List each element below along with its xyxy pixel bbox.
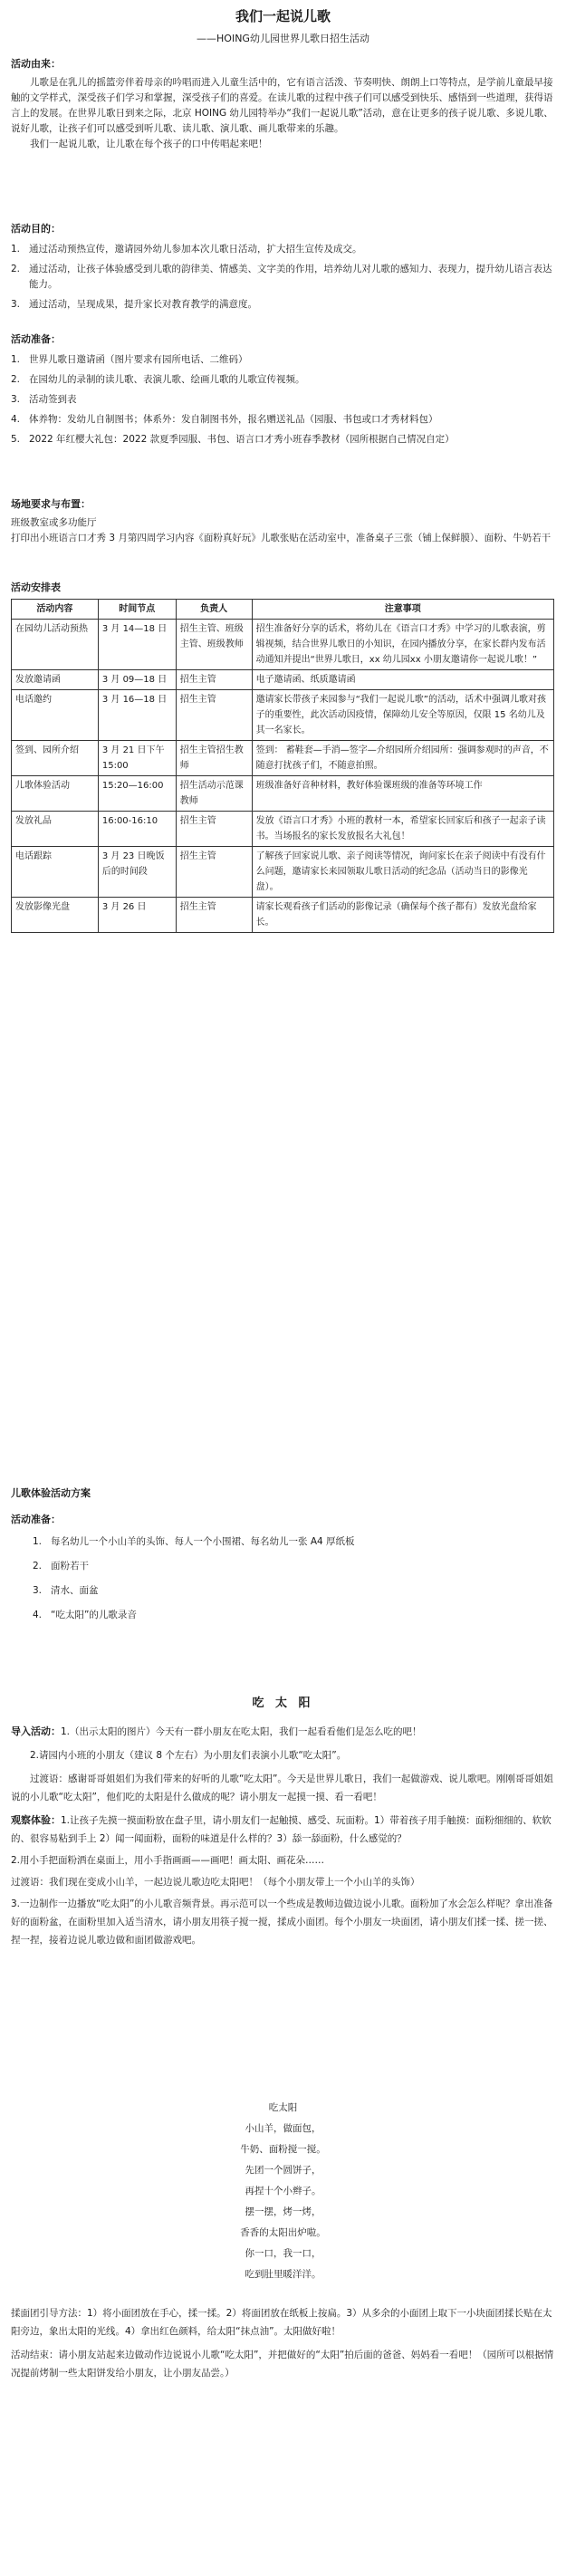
table-cell: 招生主管招生教师 <box>176 741 252 776</box>
experience-heading: 儿歌体验活动方案 <box>11 1487 91 1499</box>
poem-line: 香香的太阳出炉啦。 <box>240 2227 326 2238</box>
table-cell: 电话跟踪 <box>12 847 99 898</box>
experience-section <box>11 1485 554 1632</box>
intro-step: 2.请园内小班的小朋友（建议 8 个左右）为小朋友们表演小儿歌“吃太阳”。 <box>30 1750 347 1761</box>
lesson-section <box>11 1723 554 1949</box>
poem-line: 再捏十个小辫子。 <box>245 2186 321 2196</box>
venue-line: 打印出小班语言口才秀 3 月第四周学习内容《面粉真好玩》儿歌张贴在活动室中，准备桌子三张（铺上保鲜膜）、面粉、牛奶若干 <box>11 533 552 543</box>
table-cell: 发放邀请函 <box>12 670 99 690</box>
table-cell: 3 月 23 日晚饭后的时间段 <box>98 847 176 898</box>
intro-text: 1.（出示太阳的图片）今天有一群小朋友在吃太阳，我们一起看看他们是怎么吃的吧！ <box>61 1726 422 1737</box>
table-cell: 招生准备好分享的话术，将幼儿在《语言口才秀》中学习的儿歌表演，剪辑视频，结合世界儿歌日的小知识，在园内播放分享，在家长群内发布活动通知并提出“世界儿歌日，xx 幼儿园xx 小朋友邀请你一起说儿歌！” <box>252 620 553 670</box>
table-row <box>12 690 554 741</box>
schedule-table <box>11 599 554 933</box>
experience-prep-item: 2. 面粉若干 <box>33 1561 89 1572</box>
observe-label: 观察体验： <box>11 1814 61 1826</box>
table-cell: 儿歌体验活动 <box>12 776 99 812</box>
schedule-section <box>11 580 554 933</box>
table-cell: 招生活动示范课教师 <box>176 776 252 812</box>
poem-block <box>0 2098 566 2285</box>
table-cell: 电子邀请函、纸质邀请函 <box>252 670 553 690</box>
table-row <box>12 620 554 670</box>
poem-line: 牛奶、面粉搅一搅。 <box>240 2144 326 2155</box>
table-cell: 发放影像光盘 <box>12 898 99 933</box>
lesson-closing <box>11 2304 554 2382</box>
table-cell: 邀请家长带孩子来园参与“我们一起说儿歌”的活动，话术中强调儿歌对孩子的重要性，此次活动因疫情，保障幼儿安全等原因，仅限 15 名幼儿及其一名家长。 <box>252 690 553 741</box>
table-cell: 班级准备好音种材料，教好体验课班级的准备等环境工作 <box>252 776 553 812</box>
table-cell: 发放《语言口才秀》小班的教材一本，希望家长回家后和孩子一起亲子读书。当场报名的家长发放报名大礼包！ <box>252 812 553 847</box>
column-header: 活动内容 <box>12 600 99 620</box>
origin-section <box>11 56 554 152</box>
table-cell: 3 月 14—18 日 <box>98 620 176 670</box>
venue-heading: 场地要求与布置： <box>11 498 91 510</box>
column-header: 时间节点 <box>98 600 176 620</box>
transition-text: 过渡语：感谢哥哥姐姐们为我们带来的好听的儿歌“吃太阳”。今天是世界儿歌日，我们一起做游戏、说儿歌吧。刚刚哥哥姐姐说的小儿歌“吃太阳”，他们吃的太阳是什么做成的呢？请小朋友一起摸一摸、看一看吧！ <box>11 1773 553 1802</box>
goal-item: 3. 通过活动，呈现成果，提升家长对教育教学的满意度。 <box>11 299 257 310</box>
origin-heading: 活动由来： <box>11 58 61 70</box>
column-header: 注意事项 <box>252 600 553 620</box>
experience-prep-item: 1. 每名幼儿一个小山羊的头饰、每人一个小围裙、每名幼儿一张 A4 厚纸板 <box>33 1536 355 1547</box>
intro-label: 导入活动： <box>11 1725 61 1737</box>
table-cell: 3 月 26 日 <box>98 898 176 933</box>
observe-transition: 过渡语：我们现在变成小山羊，一起边说儿歌边吃太阳吧！（每个小朋友带上一个小山羊的头饰） <box>11 1877 420 1888</box>
table-cell: 电话邀约 <box>12 690 99 741</box>
schedule-heading: 活动安排表 <box>11 582 61 593</box>
table-cell: 在园幼儿活动预热 <box>12 620 99 670</box>
table-cell: 3 月 16—18 日 <box>98 690 176 741</box>
table-row <box>12 847 554 898</box>
poem-line: 先团一个圆饼子， <box>245 2165 321 2176</box>
table-cell: 请家长观看孩子们活动的影像记录（确保每个孩子都有）发放光盘给家长。 <box>252 898 553 933</box>
table-row <box>12 812 554 847</box>
prep-item: 4. 体养物：发幼儿自制图书；体系外：发自制图书外，报名赠送礼品（园服、书包或口才秀材料包） <box>11 414 438 425</box>
prep-item: 3. 活动签到表 <box>11 394 77 405</box>
venue-line: 班级教室或多功能厅 <box>11 517 97 528</box>
goals-list <box>11 242 554 312</box>
goal-item: 1. 通过活动预热宣传，邀请园外幼儿参加本次儿歌日活动，扩大招生宣传及成交。 <box>11 244 362 255</box>
table-cell: 招生主管 <box>176 670 252 690</box>
poem-title: 吃太阳 <box>268 2102 298 2113</box>
prep-item: 5. 2022 年红樱大礼包：2022 款夏季园服、书包、语言口才秀小班春季教材（园所根据自己情况自定） <box>11 434 455 445</box>
experience-prep-list <box>11 1534 554 1623</box>
table-cell: 签到、园所介绍 <box>12 741 99 776</box>
prep-item: 2. 在园幼儿的录制的读儿歌、表演儿歌、绘画儿歌的儿歌宣传视频。 <box>11 374 305 385</box>
experience-prep-heading: 活动准备： <box>11 1514 61 1525</box>
poem-line: 你一口，我一口， <box>245 2248 321 2259</box>
experience-prep-item: 3. 清水、面盆 <box>33 1585 99 1596</box>
table-cell: 签到： 蓄鞋套—手消—签字—介绍园所介绍园所：强调参观时的声音，不随意打扰孩子们，不随意拍照。 <box>252 741 553 776</box>
method-text: 揉面团引导方法：1）将小面团放在手心，揉一揉。2）将面团放在纸板上按扁。3）从多余的小面团上取下一小块面团揉长贴在太阳旁边，象出太阳的光线。4）拿出红色颜料，给太阳“抹点油”。太阳做好啦！ <box>11 2308 552 2337</box>
table-cell: 发放礼品 <box>12 812 99 847</box>
prep-heading: 活动准备： <box>11 333 61 345</box>
goal-item: 2. 通过活动，让孩子体验感受到儿歌的韵律美、情感美、文字美的作用，培养幼儿对儿歌的感知力、表现力，提升幼儿语言表达能力。 <box>11 264 552 290</box>
table-cell: 3 月 21 日下午 15:00 <box>98 741 176 776</box>
document-subtitle: ——HOING幼儿园世界儿歌日招生活动 <box>197 33 369 44</box>
origin-paragraph: 我们一起说儿歌，让儿歌在每个孩子的口中传唱起来吧！ <box>30 139 268 149</box>
ending-text: 活动结束：请小朋友站起来边做动作边说说小儿歌“吃太阳”，并把做好的“太阳”拍后面的爸爸、妈妈看一看吧！（园所可以根据情况提前烤制一些太阳饼发给小朋友，让小朋友品尝。） <box>11 2350 554 2379</box>
table-row <box>12 670 554 690</box>
table-cell: 招生主管 <box>176 812 252 847</box>
table-cell: 15:20—16:00 <box>98 776 176 812</box>
table-cell: 招生主管 <box>176 690 252 741</box>
column-header: 负责人 <box>176 600 252 620</box>
table-row <box>12 898 554 933</box>
lesson-title: 吃 太 阳 <box>252 1697 314 1710</box>
prep-list <box>11 352 554 447</box>
observe-text: 1.让孩子先摸一摸面粉放在盘子里，请小朋友们一起触摸、感受、玩面粉。1）带着孩子用手触摸：面粉细细的、软软的、很容易粘到手上 2）闻一闻面粉，面粉的味道是什么样的？3）舔一舔面粉，什么感觉的？ <box>11 1815 552 1844</box>
poem-line: 摆一摆，烤一烤， <box>245 2206 321 2217</box>
table-row <box>12 776 554 812</box>
goals-heading: 活动目的： <box>11 223 61 235</box>
origin-paragraph: 儿歌是在乳儿的摇篮旁伴着母亲的吟唱而进入儿童生活中的，它有语言活泼、节奏明快、朗朗上口等特点，是学前儿童最早接触的文学样式，深受孩子们学习和掌握，深受孩子们的喜爱。在读儿歌的过程中孩子们可以感受到快乐、感悟到一些道理，获得语言上的发展。在世界儿歌日到来之际，北京 HOING 幼儿园特举办“我们一起说儿歌”活动，意在让更多的孩子说儿歌、多说儿歌、说好儿歌，让孩子们可以感受到听儿歌、读儿歌、演儿歌、画儿歌带来的乐趣。 <box>11 77 553 134</box>
table-cell: 了解孩子回家说儿歌、亲子阅读等情况，询问家长在亲子阅读中有没有什么问题，邀请家长来园领取儿歌日活动的纪念品（活动当日的影像光盘）。 <box>252 847 553 898</box>
prep-section <box>11 332 554 452</box>
poem-line: 小山羊，做面包， <box>245 2123 321 2134</box>
table-cell: 招生主管 <box>176 847 252 898</box>
observe-step: 3.一边制作一边播放“吃太阳”的小儿歌音频背景。再示范可以一个些成是教师边做边说小儿歌。面粉加了水会怎么样呢？拿出准备好的面粉盆，在面粉里加入适当清水，请小朋友用筷子搅一搅，揉成小面团。每个小朋友一块面团，请小朋友们揉一揉、搓一搓、捏一捏，接着边说儿歌边做和面团做游戏吧。 <box>11 1898 553 1946</box>
table-cell: 招生主管 <box>176 898 252 933</box>
table-cell: 招生主管、班级主管、班级教师 <box>176 620 252 670</box>
experience-prep-item: 4. “吃太阳”的儿歌录音 <box>33 1610 137 1620</box>
document-title: 我们一起说儿歌 <box>235 8 331 24</box>
observe-step: 2.用小手把面粉洒在桌面上，用小手指画画——画吧！画太阳、画花朵…… <box>11 1855 325 1866</box>
table-row <box>12 741 554 776</box>
table-cell: 16:00-16:10 <box>98 812 176 847</box>
poem-line: 吃到肚里暖洋洋。 <box>245 2269 321 2280</box>
prep-item: 1. 世界儿歌日邀请函（图片要求有园所电话、二维码） <box>11 354 248 365</box>
venue-section <box>11 496 554 546</box>
goals-section <box>11 221 554 317</box>
table-cell: 3 月 09—18 日 <box>98 670 176 690</box>
table-header-row <box>12 600 554 620</box>
